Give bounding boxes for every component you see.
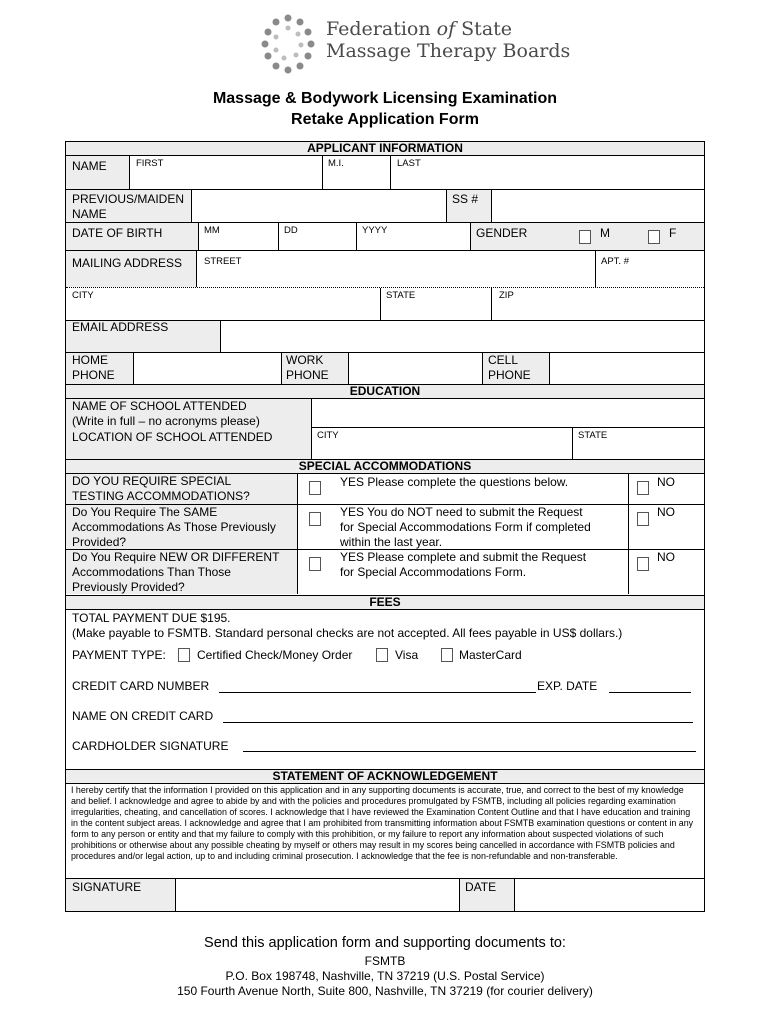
dob-day-field[interactable]: DD: [284, 225, 298, 236]
q2-yes-line1: YES You do NOT need to submit the Request: [340, 505, 583, 519]
acknowledgement-text: I hereby certify that the information I provided on this application and in any supporting documents is accurate, true, and correct to the best of my knowledge and belief. I acknowledge and agree to abide by and with the policies and procedures promulgated by FSMTB, including all policies regarding examination irregularities, cheating, and cancellation of scores. I acknowledge that I have reviewed the Examination Content Outline and that I have education and training in the content subject areas. I acknowledge and agree that I am prohibited from transmitting information about FSMTB examination questions or content in any form to any person or entity and that my failure to comply with this prohibition, or my failure to report any information about suspected violations of such prohibitions or otherwise about any possible cheating by myself or others may result in my scores being cancelled in accordance with FSMTB policies and procedures and/or legal action, up to and including criminal prosecution. I acknowledge that the fee is non-refundable and non-transferable.: [71, 785, 694, 861]
school-state-field[interactable]: STATE: [578, 430, 608, 441]
middle-initial-field[interactable]: M.I.: [328, 158, 344, 169]
total-payment-text: TOTAL PAYMENT DUE $195.: [72, 611, 231, 625]
last-name-field[interactable]: LAST: [397, 158, 421, 169]
q1-yes-text: YES Please complete the questions below.: [340, 475, 569, 489]
application-form: [65, 141, 705, 912]
apt-field[interactable]: APT. #: [601, 256, 629, 267]
q2-no-checkbox[interactable]: [637, 512, 649, 526]
credit-card-number-line[interactable]: [219, 692, 536, 693]
q1-line2: TESTING ACCOMMODATIONS?: [72, 489, 250, 503]
date-label: DATE: [465, 880, 497, 894]
street-field[interactable]: STREET: [204, 256, 242, 267]
q3-yes-checkbox[interactable]: [309, 557, 321, 571]
q2-yes-checkbox[interactable]: [309, 512, 321, 526]
name-on-card-label: NAME ON CREDIT CARD: [72, 709, 214, 723]
q3-line2: Accommodations Than Those: [72, 565, 231, 579]
form-title-line2: Retake Application Form: [291, 111, 479, 128]
credit-card-number-label: CREDIT CARD NUMBER: [72, 679, 210, 693]
footer-org: FSMTB: [364, 954, 406, 968]
dob-month-field[interactable]: MM: [204, 225, 220, 236]
applicant-info-heading: APPLICANT INFORMATION: [66, 141, 704, 156]
work-phone-label-1: WORK: [286, 353, 324, 367]
visa-checkbox[interactable]: [376, 648, 388, 662]
q2-line2: Accommodations As Those Previously: [72, 520, 276, 534]
visa-label: Visa: [395, 648, 419, 662]
school-location-label: LOCATION OF SCHOOL ATTENDED: [72, 430, 273, 444]
q1-no-label: NO: [657, 475, 675, 489]
special-accommodations-heading: SPECIAL ACCOMMODATIONS: [66, 459, 704, 474]
q2-yes-line2: for Special Accommodations Form if completed: [340, 520, 591, 534]
logo-text: Federation of State Massage Therapy Boards: [326, 18, 571, 62]
name-label: NAME: [72, 159, 107, 173]
q1-no-checkbox[interactable]: [637, 481, 649, 495]
cardholder-signature-label: CARDHOLDER SIGNATURE: [72, 739, 229, 753]
ss-label: SS #: [452, 192, 479, 206]
dob-year-field[interactable]: YYYY: [362, 225, 388, 236]
q1-line1: DO YOU REQUIRE SPECIAL: [72, 474, 232, 488]
school-name-label-2: (Write in full – no acronyms please): [72, 414, 260, 428]
q1-yes-checkbox[interactable]: [309, 481, 321, 495]
certified-check-checkbox[interactable]: [178, 648, 190, 662]
city-field[interactable]: CITY: [72, 290, 94, 301]
previous-name-label-2: NAME: [72, 207, 107, 221]
mastercard-label: MasterCard: [459, 648, 522, 662]
dob-label: DATE OF BIRTH: [72, 226, 163, 240]
q3-no-label: NO: [657, 550, 675, 564]
gender-label: GENDER: [476, 226, 528, 240]
footer-courier: 150 Fourth Avenue North, Suite 800, Nashville, TN 37219 (for courier delivery): [177, 984, 593, 998]
exp-date-line[interactable]: [609, 692, 691, 693]
zip-field[interactable]: ZIP: [499, 290, 514, 301]
acknowledgement-heading: STATEMENT OF ACKNOWLEDGEMENT: [66, 769, 704, 784]
gender-m-checkbox[interactable]: [579, 230, 591, 244]
q3-no-checkbox[interactable]: [637, 557, 649, 571]
exp-date-label: EXP. DATE: [537, 679, 598, 693]
q3-yes-line2: for Special Accommodations Form.: [340, 565, 527, 579]
email-label: EMAIL ADDRESS: [72, 320, 169, 334]
cell-phone-label-2: PHONE: [488, 368, 531, 382]
mastercard-checkbox[interactable]: [441, 648, 453, 662]
q2-line1: Do You Require The SAME: [72, 505, 218, 519]
first-name-field[interactable]: FIRST: [136, 158, 164, 169]
education-heading: EDUCATION: [66, 384, 704, 399]
home-phone-label-2: PHONE: [72, 368, 115, 382]
work-phone-label-2: PHONE: [286, 368, 329, 382]
name-on-card-line[interactable]: [223, 722, 693, 723]
cell-phone-label-1: CELL: [488, 353, 519, 367]
q2-line3: Provided?: [72, 535, 127, 549]
mailing-address-label: MAILING ADDRESS: [72, 256, 183, 270]
home-phone-label-1: HOME: [72, 353, 108, 367]
fees-heading: FEES: [66, 595, 704, 610]
certified-check-label: Certified Check/Money Order: [197, 648, 353, 662]
state-field[interactable]: STATE: [386, 290, 416, 301]
ring-of-people-icon: [258, 12, 318, 76]
signature-label: SIGNATURE: [72, 880, 142, 894]
q3-line1: Do You Require NEW OR DIFFERENT: [72, 550, 280, 564]
school-city-field[interactable]: CITY: [317, 430, 339, 441]
q2-yes-line3: within the last year.: [340, 535, 443, 549]
q2-no-label: NO: [657, 505, 675, 519]
q3-line3: Previously Provided?: [72, 580, 185, 594]
form-title-line1: Massage & Bodywork Licensing Examination: [212, 90, 558, 107]
payment-type-label: PAYMENT TYPE:: [72, 648, 166, 662]
payable-note: (Make payable to FSMTB. Standard personal checks are not accepted. All fees payable in US$ dollars.): [72, 626, 623, 640]
cardholder-signature-line[interactable]: [243, 751, 696, 752]
footer-po-box: P.O. Box 198748, Nashville, TN 37219 (U.S. Postal Service): [225, 969, 545, 983]
send-instructions: Send this application form and supporting documents to:: [204, 935, 566, 951]
q3-yes-line1: YES Please complete and submit the Request: [340, 550, 587, 564]
gender-m-label: M: [600, 226, 610, 240]
school-name-label-1: NAME OF SCHOOL ATTENDED: [72, 399, 247, 413]
gender-f-label: F: [669, 226, 677, 240]
previous-name-label-1: PREVIOUS/MAIDEN: [72, 192, 185, 206]
gender-f-checkbox[interactable]: [648, 230, 660, 244]
